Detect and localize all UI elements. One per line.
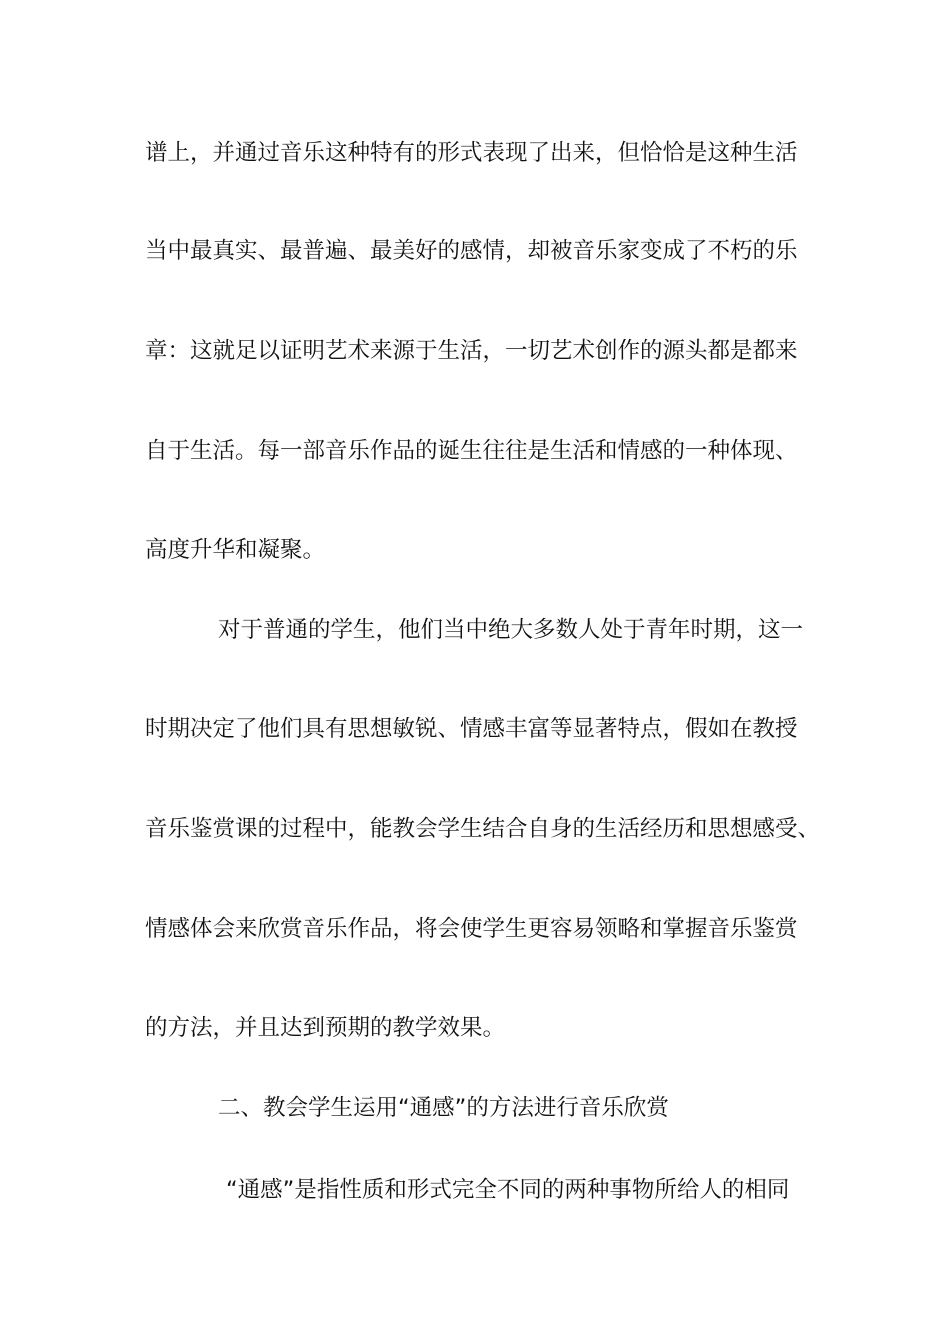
paragraph-line: 高度升华和凝聚。 bbox=[145, 537, 326, 563]
paragraph-line: 当中最真实、最普遍、最美好的感情，却被音乐家变成了不朽的乐 bbox=[145, 238, 798, 264]
paragraph-line: 的方法，并且达到预期的教学效果。 bbox=[145, 1015, 506, 1041]
paragraph-line: 音乐鉴赏课的过程中，能教会学生结合自身的生活经历和思想感受、 bbox=[145, 816, 821, 842]
paragraph-line: 情感体会来欣赏音乐作品，将会使学生更容易领略和掌握音乐鉴赏 bbox=[145, 916, 798, 942]
section-heading: 二、教会学生运用“通感”的方法进行音乐欣赏 bbox=[218, 1095, 669, 1121]
paragraph-line: 自于生活。每一部音乐作品的诞生往往是生活和情感的一种体现、 bbox=[145, 438, 798, 464]
paragraph-line-indented: “通感”是指性质和形式完全不同的两种事物所给人的相同 bbox=[226, 1177, 790, 1203]
paragraph-line: 时期决定了他们具有思想敏锐、情感丰富等显著特点，假如在教授 bbox=[145, 716, 798, 742]
paragraph-line: 谱上，并通过音乐这种特有的形式表现了出来，但恰恰是这种生活 bbox=[145, 140, 798, 166]
paragraph-line: 章：这就足以证明艺术来源于生活，一切艺术创作的源头都是都来 bbox=[145, 338, 798, 364]
paragraph-line-indented: 对于普通的学生，他们当中绝大多数人处于青年时期，这一 bbox=[218, 617, 804, 643]
